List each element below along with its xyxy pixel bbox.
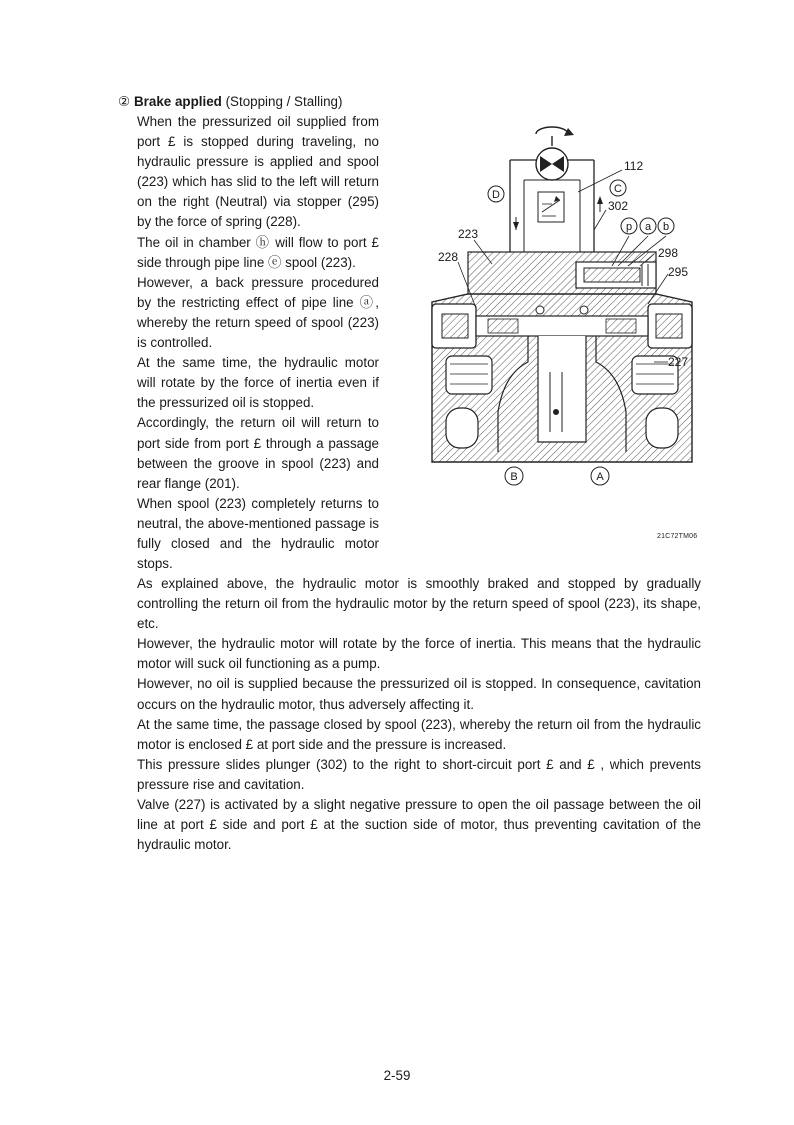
circled-D: D bbox=[492, 189, 500, 201]
section-subtitle: (Stopping / Stalling) bbox=[225, 94, 343, 109]
circled-b: b bbox=[662, 221, 670, 233]
section-number: ② bbox=[118, 94, 131, 109]
circled-A: A bbox=[596, 471, 604, 483]
label-112: 112 bbox=[624, 159, 644, 173]
paragraph: When spool (223) completely returns to neutral, the above-mentioned passage is fully closed and the hydraulic motor stops. bbox=[137, 495, 379, 572]
label-295: 295 bbox=[668, 265, 689, 279]
wide-text-column bbox=[137, 574, 701, 855]
paragraph: At the same time, the passage closed by spool (223), whereby the return oil from the hydraulic motor is enclosed £ at port side and the pressure is increased. bbox=[137, 716, 701, 752]
paragraph: The oil in chamber ⓗ will flow to port £ side through pipe line ⓔ spool (223). bbox=[137, 234, 379, 270]
paragraph: However, the hydraulic motor will rotate by the force of inertia. This means that the hydraulic motor will suck oil functioning as a pump. bbox=[137, 636, 701, 672]
paragraph: Valve (227) is activated by a slight negative pressure to open the oil passage between the oil line at port £ side and port £ at the suction side of motor, thus preventing cavitation of the hydraulic motor. bbox=[137, 797, 701, 853]
paragraph: This pressure slides plunger (302) to the right to short-circuit port £ and £ , which prevents pressure rise and cavitation. bbox=[137, 756, 701, 792]
paragraph: However, no oil is supplied because the pressurized oil is stopped. In consequence, cavitation occurs on the hydraulic motor, thus adversely affecting it. bbox=[137, 676, 701, 712]
narrow-text-column bbox=[137, 112, 379, 574]
section-heading bbox=[118, 92, 342, 112]
label-298: 298 bbox=[658, 246, 679, 260]
label-302: 302 bbox=[608, 199, 629, 213]
paragraph: Accordingly, the return oil will return to port side from port £ through a passage between the groove in spool (223) and rear flange (201). bbox=[137, 415, 379, 491]
circled-B: B bbox=[510, 471, 518, 483]
diagram-svg bbox=[428, 112, 700, 492]
figure-code: 21C72TM06 bbox=[657, 533, 698, 540]
paragraph: As explained above, the hydraulic motor is smoothly braked and stopped by gradually controlling the return oil from the hydraulic motor by the return speed of spool (223), its shape, etc. bbox=[137, 576, 701, 632]
circled-a: a bbox=[644, 221, 652, 233]
label-223: 223 bbox=[458, 227, 479, 241]
label-228: 228 bbox=[438, 250, 459, 264]
paragraph: At the same time, the hydraulic motor will rotate by the force of inertia even if the pressurized oil is stopped. bbox=[137, 355, 379, 411]
page-number: 2-59 bbox=[383, 1068, 411, 1083]
circled-p: p bbox=[625, 221, 633, 233]
section-title: Brake applied bbox=[134, 94, 222, 109]
paragraph: When the pressurized oil supplied from port £ is stopped during traveling, no hydraulic pressure is applied and spool (223) which has slid to the left will return on the right (Neutral) via stopper (295) by the force of spring (228). bbox=[137, 114, 379, 230]
label-227: 227 bbox=[668, 355, 689, 369]
brake-valve-diagram bbox=[428, 112, 700, 492]
paragraph: However, a back pressure procedured by the restricting effect of pipe line ⓐ, whereby the return speed of spool (223) is controlled. bbox=[137, 274, 379, 351]
circled-C: C bbox=[614, 183, 622, 195]
